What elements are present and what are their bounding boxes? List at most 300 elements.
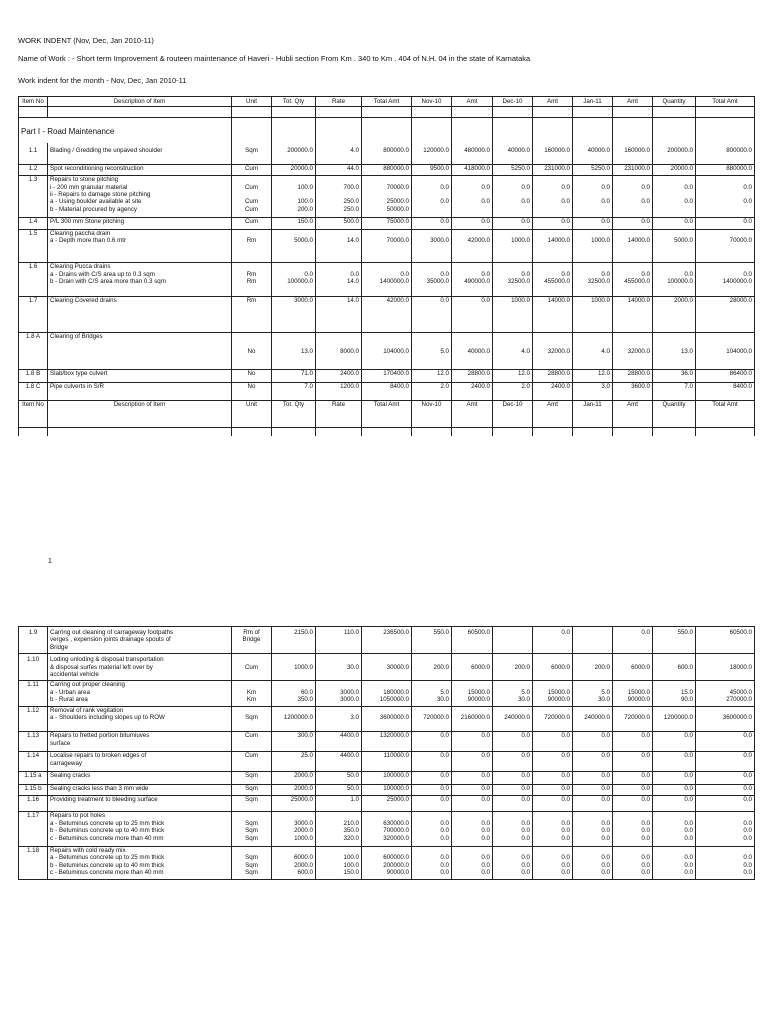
cell-jan-amt bbox=[613, 627, 653, 654]
cell-value: 200.0 bbox=[433, 663, 449, 671]
cell-total-amount bbox=[696, 812, 755, 847]
cell-nov-amt bbox=[452, 784, 493, 795]
cell-value: Sqm bbox=[245, 861, 258, 869]
cell-tot-qty bbox=[272, 812, 316, 847]
cell-value: 7.0 bbox=[684, 382, 693, 390]
cell-value: 2400.0 bbox=[551, 382, 570, 390]
cell-value: 6000.0 bbox=[471, 663, 490, 671]
cell-value: 0.0 bbox=[601, 827, 610, 835]
cell-value: 0.0 bbox=[440, 869, 449, 877]
description-line: Blading / Gredding the unpaved shoulder bbox=[50, 147, 163, 155]
cell-value: 200000.0 bbox=[667, 147, 693, 155]
cell-value: 0.0 bbox=[684, 183, 693, 191]
cell-value: 0.0 bbox=[641, 270, 650, 278]
cell-dec-amt bbox=[533, 229, 573, 263]
cell-value bbox=[575, 230, 610, 237]
cell-value: 30.0 bbox=[597, 696, 610, 704]
cell-dec bbox=[493, 681, 533, 706]
cell-dec-amt bbox=[533, 752, 573, 772]
cell-value bbox=[414, 671, 449, 678]
item-description bbox=[48, 752, 232, 772]
cell-value: 0.0 bbox=[561, 732, 570, 740]
cell-value: 320.0 bbox=[343, 834, 359, 842]
cell-value: 0.0 bbox=[641, 861, 650, 869]
description-line: & disposal surfes material left over by bbox=[50, 663, 153, 671]
cell-value bbox=[535, 333, 570, 340]
cell-value bbox=[535, 206, 570, 213]
item-number: 1.2 bbox=[19, 164, 48, 175]
cell-value: 0.0 bbox=[684, 198, 693, 206]
item-number: 1.8 B bbox=[19, 370, 48, 382]
cell-value: 250.0 bbox=[343, 198, 359, 206]
cell-value bbox=[414, 760, 449, 767]
column-header-8: Dec-10 bbox=[493, 97, 533, 107]
cell-value: 32500.0 bbox=[587, 278, 610, 286]
cell-nov-amt bbox=[452, 382, 493, 400]
cell-tot-qty bbox=[272, 627, 316, 654]
cell-value: 0.0 bbox=[561, 827, 570, 835]
cell-value bbox=[364, 176, 409, 183]
cell-value: 0.0 bbox=[601, 218, 610, 226]
cell-value: 2000.0 bbox=[294, 784, 313, 792]
cell-value bbox=[655, 636, 693, 643]
cell-jan bbox=[573, 218, 613, 229]
cell-value: 0.0 bbox=[481, 732, 490, 740]
cell-value: 700.0 bbox=[343, 183, 359, 191]
cell-value bbox=[535, 636, 570, 643]
cell-total-amount bbox=[696, 654, 755, 681]
cell-nov-amt bbox=[452, 654, 493, 681]
cell-value bbox=[575, 847, 610, 854]
cell-tot-qty bbox=[272, 752, 316, 772]
cell-value: 2000.0 bbox=[294, 827, 313, 835]
cell-value bbox=[575, 707, 610, 714]
item-number: 1.13 bbox=[19, 732, 48, 752]
cell-value: 231000.0 bbox=[624, 164, 650, 172]
description-line: Carring out proper cleaning bbox=[50, 681, 125, 689]
work-indent-month: Work indent for the month - Nov, Dec, Jan 2010-11 bbox=[18, 76, 187, 85]
cell-value bbox=[234, 176, 269, 183]
cell-value: 8400.0 bbox=[733, 382, 752, 390]
cell-value: 100.0 bbox=[343, 861, 359, 869]
cell-value bbox=[655, 656, 693, 663]
cell-value: 30.0 bbox=[436, 696, 449, 704]
cell-nov-amt bbox=[452, 706, 493, 732]
cell-value: 490000.0 bbox=[464, 278, 490, 286]
cell-value: 880000.0 bbox=[726, 164, 752, 172]
item-description bbox=[48, 846, 232, 879]
cell-value: 35000.0 bbox=[426, 278, 449, 286]
cell-value: 0.0 bbox=[601, 183, 610, 191]
cell-quantity bbox=[653, 627, 696, 654]
cell-jan bbox=[573, 263, 613, 296]
description-line: Sealing cracks less than 3 mm wide bbox=[50, 784, 149, 792]
cell-nov bbox=[412, 176, 452, 218]
cell-value bbox=[318, 191, 359, 198]
cell-nov-amt bbox=[452, 370, 493, 382]
cell-value bbox=[234, 230, 269, 237]
cell-value bbox=[454, 707, 490, 714]
cell-nov-amt bbox=[452, 846, 493, 879]
cell-value bbox=[414, 176, 449, 183]
cell-unit bbox=[232, 772, 272, 784]
cell-value: 25.0 bbox=[300, 752, 313, 760]
cell-rate bbox=[316, 772, 362, 784]
cell-value: 800000.0 bbox=[383, 147, 409, 155]
item-description bbox=[48, 333, 232, 370]
cell-value bbox=[575, 263, 610, 270]
cell-unit bbox=[232, 846, 272, 879]
cell-value: 0.0 bbox=[601, 834, 610, 842]
cell-tot-qty bbox=[272, 263, 316, 296]
cell-value bbox=[364, 740, 409, 747]
cell-dec-amt bbox=[533, 370, 573, 382]
cell-quantity bbox=[653, 296, 696, 332]
column-header-repeat-4: Rate bbox=[316, 401, 362, 428]
column-header-row-repeat bbox=[19, 401, 755, 428]
cell-value bbox=[698, 656, 752, 663]
cell-quantity bbox=[653, 164, 696, 175]
cell-value: 0.0 bbox=[561, 183, 570, 191]
cell-jan bbox=[573, 382, 613, 400]
cell-value bbox=[274, 707, 313, 714]
cell-value: Rm of bbox=[243, 629, 260, 636]
cell-value bbox=[414, 341, 449, 348]
cell-total-amt bbox=[362, 164, 412, 175]
spacer-row bbox=[19, 428, 755, 437]
cell-value: 0.0 bbox=[684, 732, 693, 740]
cell-quantity bbox=[653, 229, 696, 263]
cell-total-amount bbox=[696, 752, 755, 772]
cell-value: 1000.0 bbox=[511, 237, 530, 245]
cell-value: 13.0 bbox=[300, 347, 313, 355]
item-description bbox=[48, 382, 232, 400]
cell-dec bbox=[493, 176, 533, 218]
cell-tot-qty bbox=[272, 333, 316, 370]
cell-value: 90000.0 bbox=[627, 696, 650, 704]
cell-jan bbox=[573, 143, 613, 164]
cell-value: 231000.0 bbox=[544, 164, 570, 172]
cell-value bbox=[318, 812, 359, 819]
cell-value: 25000.0 bbox=[386, 198, 409, 206]
cell-value bbox=[535, 740, 570, 747]
column-header-repeat-10: Jan-11 bbox=[573, 401, 613, 428]
table-row bbox=[19, 846, 755, 879]
cell-value: 0.0 bbox=[440, 270, 449, 278]
cell-value: 5250.0 bbox=[511, 164, 530, 172]
cell-value: 100000.0 bbox=[383, 772, 409, 780]
column-header-2: Unit bbox=[232, 97, 272, 107]
cell-value: Km bbox=[246, 696, 257, 704]
cell-value: 14000.0 bbox=[547, 237, 570, 245]
cell-rate bbox=[316, 229, 362, 263]
table-row bbox=[19, 143, 755, 164]
cell-value: 0.0 bbox=[440, 827, 449, 835]
cell-value: 32000.0 bbox=[547, 347, 570, 355]
cell-value bbox=[364, 341, 409, 348]
cell-value: 455000.0 bbox=[624, 278, 650, 286]
cell-value: 100.0 bbox=[297, 183, 313, 191]
cell-unit bbox=[232, 784, 272, 795]
cell-value bbox=[655, 847, 693, 854]
cell-value bbox=[535, 760, 570, 767]
cell-value: 9500.0 bbox=[430, 164, 449, 172]
description-line: c - Betuminus concrete more than 40 mm bbox=[50, 834, 164, 842]
cell-value: 6000.0 bbox=[551, 663, 570, 671]
cell-tot-qty bbox=[272, 370, 316, 382]
cell-unit bbox=[232, 681, 272, 706]
cell-total-amt bbox=[362, 143, 412, 164]
cell-value bbox=[615, 206, 650, 213]
cell-value bbox=[535, 263, 570, 270]
cell-value bbox=[274, 176, 313, 183]
cell-value bbox=[698, 644, 752, 651]
cell-value: 0.0 bbox=[641, 854, 650, 862]
cell-jan bbox=[573, 706, 613, 732]
item-number: 1.15 b bbox=[19, 784, 48, 795]
cell-value: 0.0 bbox=[743, 869, 752, 877]
cell-dec-amt bbox=[533, 846, 573, 879]
cell-value bbox=[535, 847, 570, 854]
column-header-repeat-6: Nov-10 bbox=[412, 401, 452, 428]
cell-value: 600.0 bbox=[297, 869, 313, 877]
cell-unit bbox=[232, 263, 272, 296]
cell-total-amt bbox=[362, 752, 412, 772]
cell-total-amount bbox=[696, 296, 755, 332]
cell-value: 0.0 bbox=[561, 752, 570, 760]
cell-value: Cum bbox=[244, 218, 259, 226]
cell-rate bbox=[316, 164, 362, 175]
cell-rate bbox=[316, 218, 362, 229]
cell-value: 0.0 bbox=[521, 854, 530, 862]
cell-value bbox=[414, 230, 449, 237]
cell-value: 8400.0 bbox=[390, 382, 409, 390]
cell-rate bbox=[316, 370, 362, 382]
cell-value: 40000.0 bbox=[587, 147, 610, 155]
cell-value: 28000.0 bbox=[729, 296, 752, 304]
cell-value bbox=[274, 760, 313, 767]
cell-value bbox=[615, 847, 650, 854]
description-line bbox=[50, 341, 229, 348]
cell-quantity bbox=[653, 752, 696, 772]
cell-unit bbox=[232, 333, 272, 370]
cell-value: 1000.0 bbox=[511, 296, 530, 304]
cell-value bbox=[274, 191, 313, 198]
cell-jan-amt bbox=[613, 772, 653, 784]
description-line: Slab/box type culvert bbox=[50, 370, 108, 378]
cell-value bbox=[615, 191, 650, 198]
cell-value: 5250.0 bbox=[591, 164, 610, 172]
column-header-repeat-9: Amt bbox=[533, 401, 573, 428]
cell-jan bbox=[573, 846, 613, 879]
cell-value: 0.0 bbox=[684, 861, 693, 869]
cell-total-amt bbox=[362, 627, 412, 654]
cell-total-amt bbox=[362, 382, 412, 400]
cell-value bbox=[698, 681, 752, 688]
cell-value: 1200.0 bbox=[340, 382, 359, 390]
cell-value: 0.0 bbox=[601, 784, 610, 792]
cell-value: 0.0 bbox=[521, 218, 530, 226]
cell-rate bbox=[316, 681, 362, 706]
cell-value bbox=[495, 707, 530, 714]
cell-nov-amt bbox=[452, 176, 493, 218]
part-label-row bbox=[19, 118, 755, 144]
cell-value bbox=[274, 333, 313, 340]
cell-value: 3000.0 bbox=[294, 819, 313, 827]
cell-total-amount bbox=[696, 176, 755, 218]
cell-value: 100.0 bbox=[297, 198, 313, 206]
cell-value: 0.0 bbox=[440, 861, 449, 869]
cell-value bbox=[414, 191, 449, 198]
description-line: Repairs to pot holes bbox=[50, 812, 106, 820]
cell-value: Sqm bbox=[245, 147, 258, 155]
cell-value bbox=[318, 263, 359, 270]
indent-table-page-2 bbox=[18, 626, 755, 880]
part-label: Part I - Road Maintenance bbox=[19, 118, 232, 144]
column-header-11: Amt bbox=[613, 97, 653, 107]
cell-value: 0.0 bbox=[743, 827, 752, 835]
description-line: b - Drain with C/S area more than 0.3 sqm bbox=[50, 278, 166, 286]
cell-value: Rm bbox=[246, 278, 257, 286]
cell-value: 0.0 bbox=[684, 270, 693, 278]
description-line: Clearing Pucca drains bbox=[50, 263, 111, 271]
cell-value: 15000.0 bbox=[627, 688, 650, 696]
cell-tot-qty bbox=[272, 772, 316, 784]
cell-value: Cum bbox=[244, 752, 259, 760]
cell-value bbox=[698, 230, 752, 237]
cell-value bbox=[615, 656, 650, 663]
cell-value: 32000.0 bbox=[627, 347, 650, 355]
cell-nov-amt bbox=[452, 627, 493, 654]
cell-unit bbox=[232, 143, 272, 164]
cell-jan bbox=[573, 772, 613, 784]
cell-value: 8000.0 bbox=[340, 347, 359, 355]
cell-value bbox=[414, 740, 449, 747]
cell-value: 0.0 bbox=[440, 732, 449, 740]
cell-value: 3000.0 bbox=[340, 688, 359, 696]
cell-value: 44.0 bbox=[346, 164, 359, 172]
cell-value: 14.0 bbox=[346, 237, 359, 245]
indent-table-page-1 bbox=[18, 96, 755, 436]
column-header-repeat-2: Unit bbox=[232, 401, 272, 428]
cell-value bbox=[535, 681, 570, 688]
cell-value: 3000.0 bbox=[430, 237, 449, 245]
cell-value bbox=[575, 644, 610, 651]
cell-value: 3000.0 bbox=[340, 696, 359, 704]
description-line: Pipe culverts in S/R bbox=[50, 382, 104, 390]
cell-value: 0.0 bbox=[684, 218, 693, 226]
cell-value bbox=[655, 707, 693, 714]
description-line: Clearing of Bridges bbox=[50, 333, 103, 341]
cell-value bbox=[615, 671, 650, 678]
cell-tot-qty bbox=[272, 218, 316, 229]
cell-dec-amt bbox=[533, 795, 573, 811]
cell-nov-amt bbox=[452, 229, 493, 263]
cell-value: 630000.0 bbox=[383, 819, 409, 827]
cell-total-amount bbox=[696, 846, 755, 879]
cell-jan-amt bbox=[613, 706, 653, 732]
cell-jan-amt bbox=[613, 812, 653, 847]
cell-value bbox=[318, 636, 359, 643]
cell-value: 0.0 bbox=[561, 854, 570, 862]
cell-nov bbox=[412, 795, 452, 811]
cell-value bbox=[318, 847, 359, 854]
cell-value: 110000.0 bbox=[383, 752, 409, 760]
cell-value bbox=[454, 636, 490, 643]
cell-quantity bbox=[653, 681, 696, 706]
cell-total-amt bbox=[362, 218, 412, 229]
cell-value bbox=[698, 341, 752, 348]
cell-dec bbox=[493, 784, 533, 795]
cell-value bbox=[495, 740, 530, 747]
cell-value bbox=[535, 707, 570, 714]
cell-value bbox=[615, 644, 650, 651]
cell-value bbox=[234, 333, 269, 340]
item-number: 1.18 bbox=[19, 846, 48, 879]
cell-unit bbox=[232, 382, 272, 400]
description-line: a - Drains with C/S area up to 0.3 sqm bbox=[50, 270, 155, 278]
column-header-repeat-8: Dec-10 bbox=[493, 401, 533, 428]
cell-nov bbox=[412, 681, 452, 706]
cell-jan bbox=[573, 176, 613, 218]
cell-jan bbox=[573, 812, 613, 847]
column-header-repeat-1: Description of Item bbox=[48, 401, 232, 428]
cell-quantity bbox=[653, 846, 696, 879]
cell-value bbox=[495, 671, 530, 678]
description-line: b - Material procured by agency bbox=[50, 205, 138, 213]
cell-value: 2000.0 bbox=[674, 296, 693, 304]
cell-value bbox=[274, 681, 313, 688]
cell-total-amount bbox=[696, 784, 755, 795]
cell-nov bbox=[412, 229, 452, 263]
cell-dec bbox=[493, 164, 533, 175]
cell-unit bbox=[232, 296, 272, 332]
cell-nov-amt bbox=[452, 795, 493, 811]
cell-dec-amt bbox=[533, 706, 573, 732]
cell-rate bbox=[316, 296, 362, 332]
cell-value: 40000.0 bbox=[467, 347, 490, 355]
cell-value: 28800.0 bbox=[467, 370, 490, 378]
cell-value: 5.0 bbox=[601, 688, 610, 696]
cell-value: 4400.0 bbox=[340, 732, 359, 740]
cell-value bbox=[698, 636, 752, 643]
cell-tot-qty bbox=[272, 382, 316, 400]
cell-rate bbox=[316, 706, 362, 732]
cell-value bbox=[454, 263, 490, 270]
cell-value bbox=[495, 812, 530, 819]
cell-value: 70000.0 bbox=[386, 237, 409, 245]
cell-jan bbox=[573, 164, 613, 175]
cell-total-amt bbox=[362, 263, 412, 296]
cell-value: Cum bbox=[244, 183, 259, 191]
cell-value bbox=[495, 341, 530, 348]
cell-value: 0.0 bbox=[481, 183, 490, 191]
cell-value: Rm bbox=[246, 296, 257, 304]
description-line: Clearing paccha drain bbox=[50, 229, 111, 237]
cell-unit bbox=[232, 218, 272, 229]
cell-value bbox=[234, 681, 269, 688]
item-number: 1.12 bbox=[19, 706, 48, 732]
cell-value: 0.0 bbox=[481, 795, 490, 803]
cell-total-amount bbox=[696, 795, 755, 811]
item-description bbox=[48, 218, 232, 229]
cell-total-amt bbox=[362, 732, 412, 752]
cell-nov bbox=[412, 784, 452, 795]
cell-value bbox=[274, 671, 313, 678]
cell-total-amount bbox=[696, 706, 755, 732]
cell-value: 0.0 bbox=[521, 819, 530, 827]
cell-value bbox=[535, 341, 570, 348]
